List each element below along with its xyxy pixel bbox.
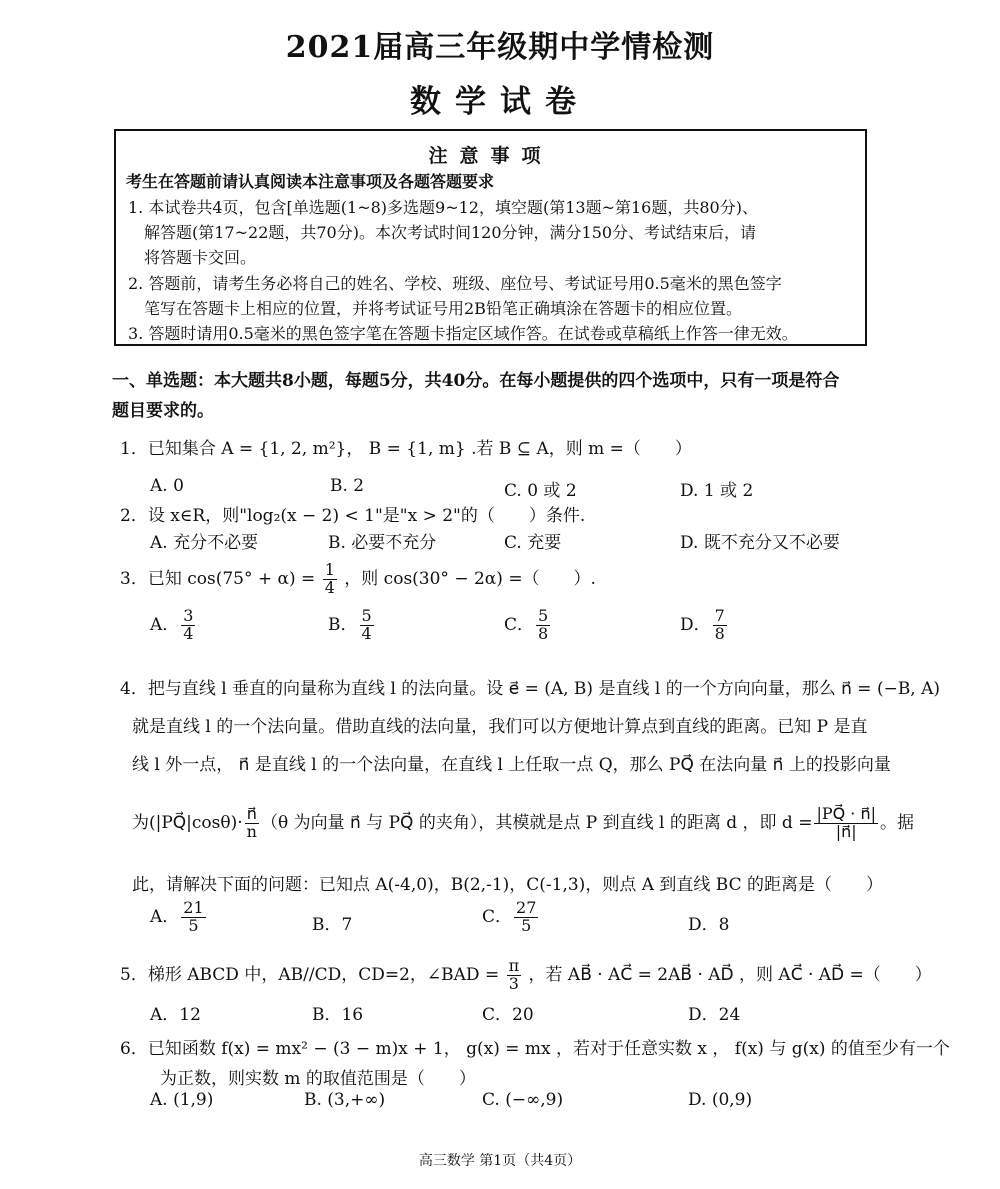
q1-option-d: D. 1 或 2: [680, 481, 754, 501]
question-4-line: 4．把与直线 l 垂直的向量称为直线 l 的法向量。设 e⃗ = (A, B) 是直线 l 的一个方向向量，那么 n⃗ = (−B, A): [120, 679, 941, 699]
q4-option-frac: [514, 900, 538, 935]
q3-option-c: [504, 608, 552, 643]
q3-option-den: 8: [714, 623, 725, 643]
q5-option-a: A．12: [150, 1005, 201, 1025]
question-4-line: 此，请解决下面的问题：已知点 A(-4,0)，B(2,-1)，C(-1,3)，则点 A 到直线 BC 的距离是（ ）: [132, 875, 884, 895]
q3-option-den: 8: [538, 623, 549, 643]
q4-option-b: B．7: [312, 915, 353, 935]
question-6-line: 6．已知函数 f(x) = mx² − (3 − m)x + 1， g(x) = mx ，若对于任意实数 x ， f(x) 与 g(x) 的值至少有一个: [120, 1039, 950, 1059]
q4-d-den: |n⃗|: [835, 821, 857, 841]
q3-option-frac: [536, 608, 550, 643]
notice-line: 1. 本试卷共4页，包含[单选题(1~8)多选题9~12，填空题(第13题~第16题，共80分)、: [128, 198, 758, 217]
q3-option-num: 3: [183, 606, 194, 625]
q3-option-label: B．: [328, 614, 358, 635]
q5-option-b: B．16: [312, 1005, 364, 1025]
q6-option-a: A. (1,9): [150, 1090, 214, 1110]
question-3-stem: [120, 562, 596, 597]
exam-title: 2021届高三年级期中学情检测: [285, 30, 715, 65]
q3-frac-den: 4: [324, 577, 335, 597]
q2-option-a: A. 充分不必要: [150, 533, 259, 553]
q1-option-c: C. 0 或 2: [504, 481, 577, 501]
q5-stem-after: ，若 AB⃗ · AC⃗ = 2AB⃗ · AD⃗ ，则 AC⃗ · AD⃗ =（ ）: [528, 964, 932, 985]
q4-option-a: [150, 900, 208, 935]
q5-frac-den: 3: [508, 973, 519, 993]
q6-option-c: C. (−∞,9): [482, 1090, 564, 1110]
q4-line4-c: 。据: [880, 812, 914, 833]
question-1-stem: 1．已知集合 A = {1, 2, m²}， B = {1, m} .若 B ⊆ A，则 m =（ ）: [120, 439, 692, 459]
q3-option-label: D．: [680, 614, 711, 635]
q4-line4-a: 为(|PQ⃗|cosθ)·: [132, 812, 243, 833]
q6-option-b: B. (3,+∞): [304, 1090, 386, 1110]
q3-option-den: 4: [361, 623, 372, 643]
q4-option-d: D．8: [688, 915, 730, 935]
q3-option-num: 5: [361, 606, 372, 625]
notice-line: 将答题卡交回。: [144, 248, 257, 267]
q1-option-b: B. 2: [330, 476, 365, 496]
q3-fraction: [323, 562, 337, 597]
notice-line: 2. 答题前，请考生务必将自己的姓名、学校、班级、座位号、考试证号用0.5毫米的黑色签字: [128, 274, 782, 293]
q3-option-frac: [713, 608, 727, 643]
question-4-line: 线 l 外一点， n⃗ 是直线 l 的一个法向量，在直线 l 上任取一点 Q，那么 PQ⃗ 在法向量 n⃗ 上的投影向量: [132, 755, 891, 775]
page-footer: 高三数学 第1页（共4页）: [418, 1153, 582, 1169]
q4-frac-den: n: [246, 821, 257, 841]
q4-option-num: 21: [183, 898, 204, 917]
q3-option-num: 5: [538, 606, 549, 625]
exam-subtitle: 数学试卷: [410, 84, 590, 120]
notice-box: [114, 129, 867, 346]
q3-option-label: C．: [504, 614, 535, 635]
notice-line: 笔写在答题卡上相应的位置，并将考试证号用2B铅笔正确填涂在答题卡的相应位置。: [144, 299, 742, 318]
q3-stem-after: ，则 cos(30° − 2α) =（ ）.: [344, 568, 596, 589]
notice-lead: 考生在答题前请认真阅读本注意事项及各题答题要求: [126, 172, 495, 191]
q4-unit-vector-frac: [245, 806, 259, 841]
q2-option-c: C. 充要: [504, 533, 562, 553]
notice-line: 解答题(第17~22题，共70分)。本次考试时间120分钟，满分150分、考试结束后，请: [144, 223, 757, 242]
q6-option-d: D. (0,9): [688, 1090, 753, 1110]
q3-option-den: 4: [183, 623, 194, 643]
q4-option-frac: [181, 900, 205, 935]
q3-option-num: 7: [714, 606, 725, 625]
q4-option-num: 27: [516, 898, 537, 917]
q3-stem-before: 3．已知 cos(75° + α) =: [120, 568, 316, 589]
q5-option-c: C．20: [482, 1005, 534, 1025]
section-heading-cont: 题目要求的。: [112, 401, 214, 421]
question-4-line: 就是直线 l 的一个法向量。借助直线的法向量，我们可以方便地计算点到直线的距离。已知 P 是直: [132, 717, 868, 737]
q5-stem-before: 5．梯形 ABCD 中，AB//CD，CD=2，∠BAD =: [120, 964, 500, 985]
q4-option-den: 5: [521, 915, 532, 935]
q5-fraction: [507, 958, 522, 993]
q4-frac-num: n⃗: [245, 806, 259, 824]
q4-line4-b: （θ 为向量 n⃗ 与 PQ⃗ 的夹角），其模就是点 P 到直线 l 的距离 d ，即 d =: [260, 812, 813, 833]
notice-line: 3. 答题时请用0.5毫米的黑色签字笔在答题卡指定区域作答。在试卷或草稿纸上作答一律无效。: [128, 324, 798, 343]
question-6-line: 为正数，则实数 m 的取值范围是（ ）: [160, 1069, 476, 1089]
notice-heading: 注意事项: [428, 145, 553, 167]
section-heading: 一、单选题：本大题共8小题，每题5分，共40分。在每小题提供的四个选项中，只有一项是符合: [112, 371, 840, 391]
q5-frac-num: π: [508, 956, 520, 975]
q5-option-d: D．24: [688, 1005, 741, 1025]
q3-option-d: [680, 608, 729, 643]
q2-option-d: D. 既不充分又不必要: [680, 533, 840, 553]
q4-option-label: A．: [150, 906, 180, 927]
q1-option-a: A. 0: [150, 476, 184, 496]
q4-d-num: |PQ⃗ · n⃗|: [816, 804, 876, 823]
q4-distance-frac: [814, 806, 878, 841]
q3-option-frac: [181, 608, 195, 643]
question-4-line: [132, 806, 914, 841]
q3-option-a: [150, 608, 197, 643]
q4-option-den: 5: [188, 915, 199, 935]
question-5-stem: [120, 958, 932, 993]
question-2-stem: 2．设 x∈R，则"log₂(x − 2) < 1"是"x > 2"的（ ）条件.: [120, 506, 586, 526]
q3-frac-num: 1: [324, 560, 335, 579]
q4-option-c: [482, 900, 540, 935]
q3-option-label: A．: [150, 614, 180, 635]
q4-option-label: C．: [482, 906, 513, 927]
q2-option-b: B. 必要不充分: [328, 533, 437, 553]
q3-option-frac: [360, 608, 374, 643]
q3-option-b: [328, 608, 376, 643]
